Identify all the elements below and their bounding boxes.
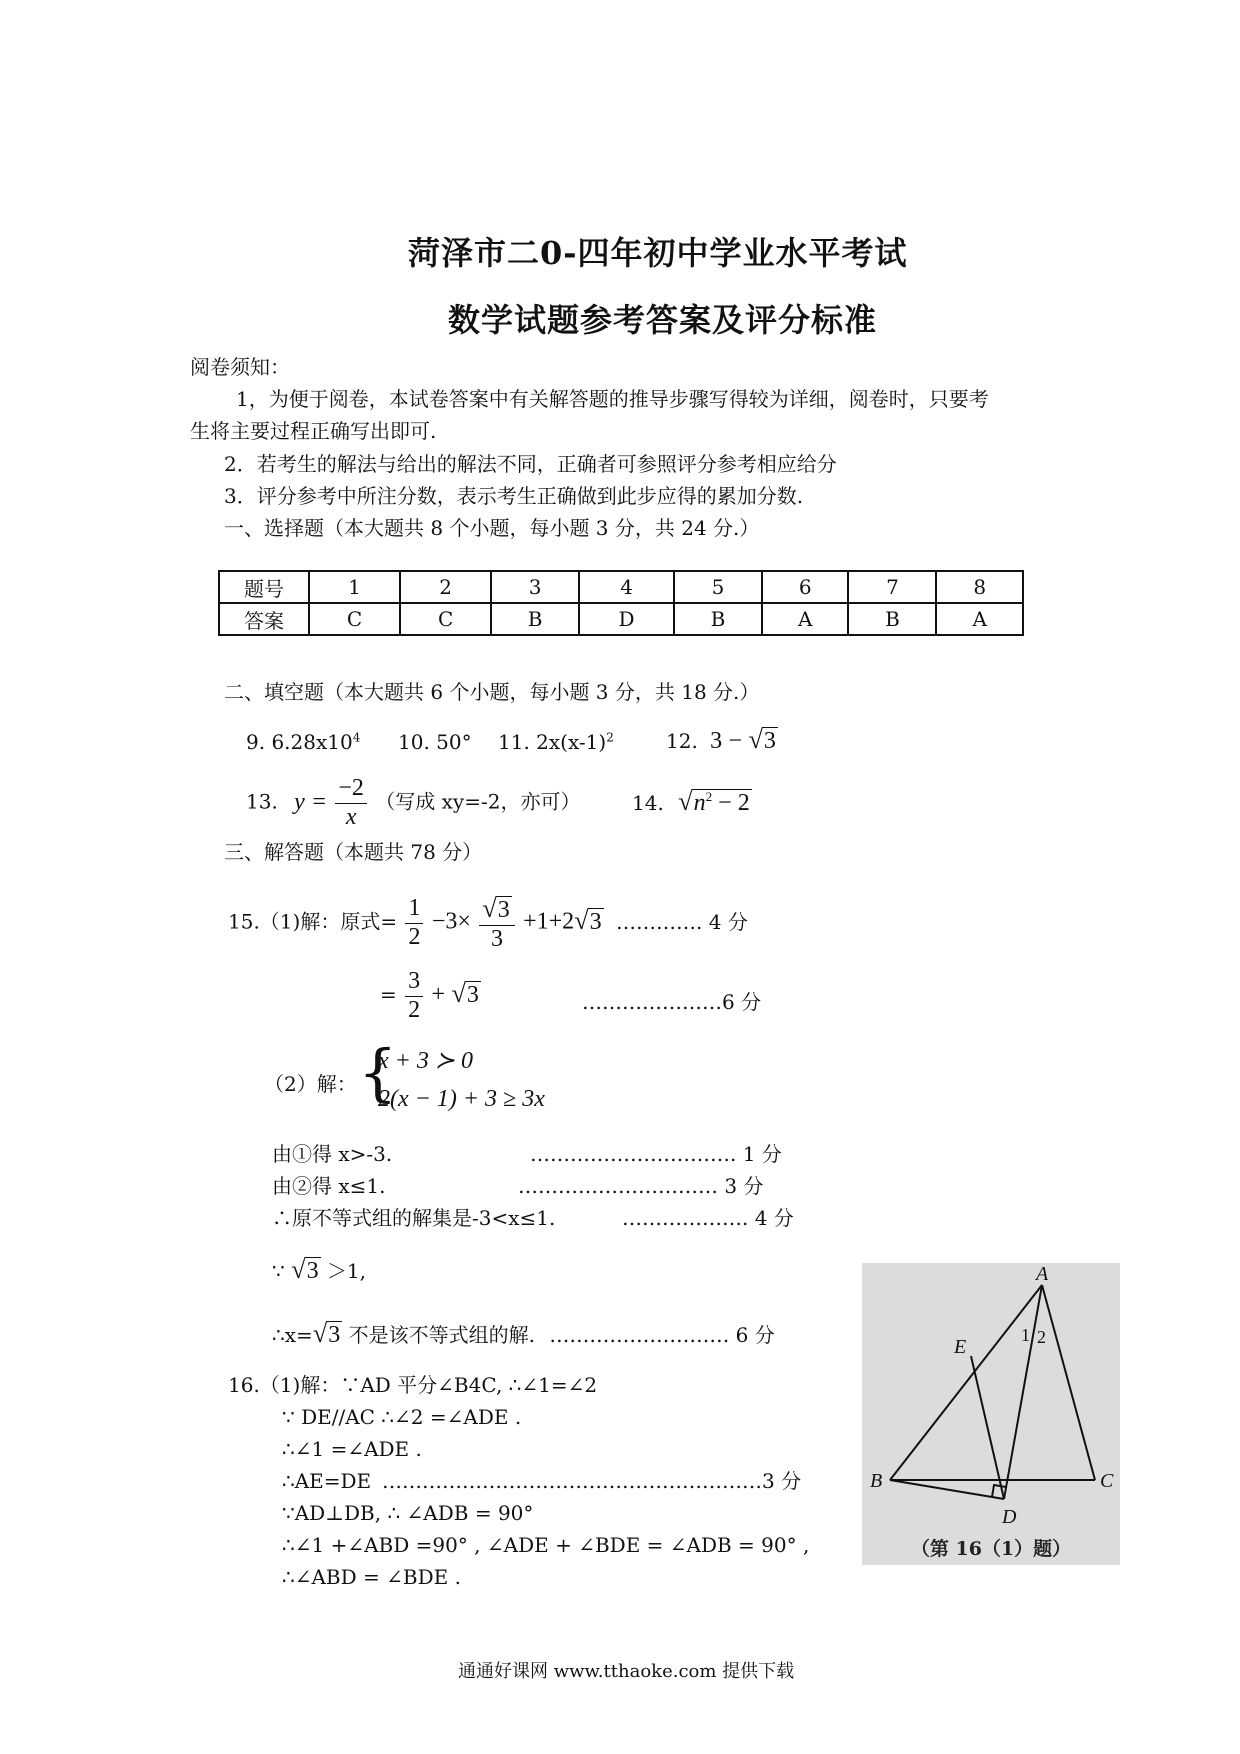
point-label-a: A <box>1036 1263 1049 1285</box>
angle-label-1: 1 <box>1021 1325 1030 1345</box>
system-brace: { <box>358 1036 398 1109</box>
notice-item-3: 3．评分参考中所注分数，表示考生正确做到此步应得的累加分数. <box>224 484 804 508</box>
q15-step2: 由②得 x≤1. <box>272 1174 386 1198</box>
table-row <box>219 571 1023 603</box>
answer-q9: 9. $6.28x10^4$ <box>246 730 361 754</box>
table-cell: 4 <box>579 571 674 603</box>
radical: √3 <box>312 1318 341 1348</box>
notice-heading: 阅卷须知： <box>190 355 290 379</box>
q16-score-3: …………………………………………………3 分 <box>382 1469 802 1493</box>
point-label-c: C <box>1100 1470 1114 1492</box>
q15-step1-score: …………………………. 1 分 <box>530 1142 782 1166</box>
q16-line-5: ∵AD⊥DB, ∴ ∠ADB = 90° <box>282 1501 534 1525</box>
q16-line-1: 16.（1)解：∵AD 平分∠B4C, ∴∠1=∠2 <box>228 1373 598 1397</box>
row-label-number: 题号 <box>219 571 309 603</box>
notice-item-1-cont: 生将主要过程正确写出即可. <box>190 419 437 443</box>
q15-step3-score: ………………. 4 分 <box>622 1206 794 1230</box>
fraction: $\frac{-2}{x}$ <box>335 775 367 831</box>
q15-part2-label: （2）解： <box>264 1072 357 1096</box>
table-cell: 8 <box>936 571 1023 603</box>
answer-table <box>218 570 1024 636</box>
q15-step5: ∴x=√3 不是该不等式组的解. ……………………… 6 分 <box>272 1318 775 1348</box>
radical: √3 <box>748 724 776 754</box>
figure-caption: （第 16（1）题） <box>910 1538 1072 1560</box>
q16-line-2: ∵ DE//AC ∴∠2 =∠ADE . <box>282 1405 522 1429</box>
section1-heading: 一、选择题（本大题共 8 个小题，每小题 3 分，共 24 分.） <box>224 516 760 540</box>
table-cell: 6 <box>762 571 849 603</box>
q16-line-7: ∴∠ABD = ∠BDE . <box>282 1565 461 1589</box>
system-line-1: x + 3 ≻ 0 <box>378 1048 473 1074</box>
answer-q11: 11. $2x(x-1)^2$ <box>498 730 614 754</box>
row-label-answer: 答案 <box>219 603 309 635</box>
table-cell: A <box>936 603 1023 635</box>
page-subtitle: 数学试题参考答案及评分标准 <box>448 301 878 339</box>
answer-q14: 14. $√n^2 - 2$ <box>632 786 750 816</box>
table-cell: B <box>491 603 579 635</box>
point-label-d: D <box>1002 1506 1017 1528</box>
table-cell: C <box>309 603 400 635</box>
triangle-diagram <box>862 1263 1120 1565</box>
table-cell: 3 <box>491 571 579 603</box>
q15-score-6: …………………6 分 <box>582 990 762 1014</box>
table-cell: B <box>674 603 762 635</box>
radical: √3 <box>451 977 479 1008</box>
system-line-2: 2(x − 1) + 3 ≥ 3x <box>378 1086 545 1112</box>
q15-part1-step2: = $\frac{3}{2}$ + √3 <box>380 968 479 1023</box>
geometry-figure <box>862 1263 1120 1565</box>
section2-heading: 二、填空题（本大题共 6 个小题，每小题 3 分，共 18 分.） <box>224 680 760 704</box>
notice-item-2: 2．若考生的解法与给出的解法不同，正确者可参照评分参考相应给分 <box>224 452 837 476</box>
angle-label-2: 2 <box>1037 1327 1046 1347</box>
q15-step4: ∵ √3 ＞1, <box>272 1254 367 1284</box>
q15-part1: 15.（1)解：原式= $\frac{1}{2}$ −3× $\frac{√3}{3}$ +1+2√3 …………. 4 分 <box>228 893 748 952</box>
section3-heading: 三、解答题（本题共 78 分） <box>224 840 483 864</box>
radical: $√n^2 - 2$ <box>678 786 750 816</box>
radical: √3 <box>574 904 602 935</box>
answer-q13: 13. y = $\frac{-2}{x}$ （写成 xy=-2，亦可） <box>246 775 581 830</box>
radical: √3 <box>291 1254 319 1284</box>
page-title: 菏泽市二0-四年初中学业水平考试 <box>408 234 908 272</box>
table-cell: 2 <box>400 571 491 603</box>
fraction: $\frac{1}{2}$ <box>405 895 423 951</box>
q15-step3: ∴原不等式组的解集是-3<x≤1. <box>272 1206 556 1230</box>
answer-q12: 12. 3 − √3 <box>666 724 776 754</box>
table-cell: C <box>400 603 491 635</box>
table-cell: B <box>848 603 936 635</box>
q16-line-6: ∴∠1 +∠ABD =90° , ∠ADE + ∠BDE = ∠ADB = 90° , <box>282 1533 810 1557</box>
table-cell: 5 <box>674 571 762 603</box>
point-label-e: E <box>954 1336 967 1358</box>
notice-item-1: 1，为便于阅卷，本试卷答案中有关解答题的推导步骤写得较为详细，阅卷时，只要考 <box>236 387 989 411</box>
q16-line-3: ∴∠1 =∠ADE . <box>282 1437 422 1461</box>
page-footer: 通通好课网 www.tthaoke.com 提供下载 <box>458 1661 795 1682</box>
table-cell: 7 <box>848 571 936 603</box>
answer-q10: 10. 50° <box>398 730 472 754</box>
fraction: $\frac{√3}{3}$ <box>479 893 514 953</box>
table-cell: D <box>579 603 674 635</box>
table-cell: A <box>762 603 849 635</box>
q15-step1: 由①得 x>-3. <box>272 1142 393 1166</box>
table-row <box>219 603 1023 635</box>
q15-step2-score: ………………………… 3 分 <box>518 1174 764 1198</box>
q16-line-4: ∴AE=DE <box>282 1469 372 1493</box>
table-cell: 1 <box>309 571 400 603</box>
fraction: $\frac{3}{2}$ <box>405 968 423 1024</box>
point-label-b: B <box>870 1470 883 1492</box>
